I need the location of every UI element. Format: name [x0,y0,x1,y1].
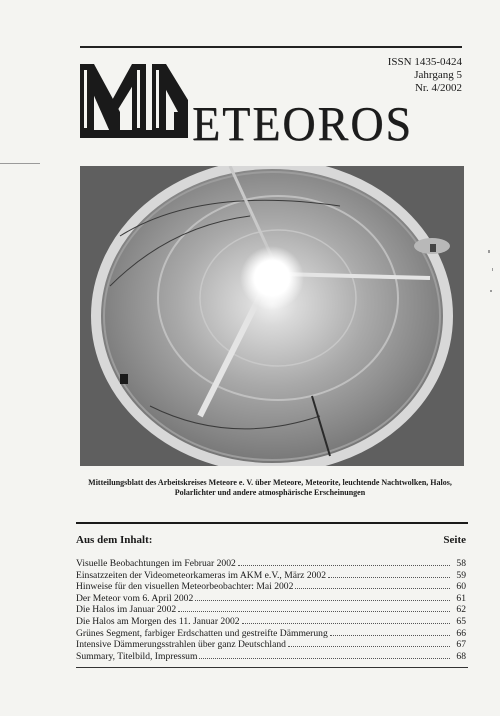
toc-leader [295,581,450,589]
toc-entry-title: Die Halos im Januar 2002 [76,604,177,616]
toc-leader [178,604,450,612]
toc-entry-title: Intensive Dämmerungsstrahlen über ganz Deutschland [76,639,286,651]
toc-entry[interactable] [76,570,466,582]
toc-entry-title: Einsatzzeiten der Videometeorkameras im AKM e.V., März 2002 [76,569,327,581]
table-of-contents [76,558,466,662]
cover-photo [80,166,464,466]
toc-leader [328,570,450,578]
issue-number: Nr. 4/2002 [414,82,462,94]
toc-entry-title: Die Halos am Morgen des 11. Januar 2002 [76,615,240,627]
toc-entry-page: 59 [456,569,466,581]
caption-line-2: Polarlichter und andere atmosphärische Erscheinungen [174,488,366,497]
toc-entry[interactable] [76,651,466,663]
issn-number: ISSN 1435-0424 [387,56,462,68]
scan-speck [0,163,40,164]
toc-entry[interactable] [76,593,466,605]
toc-leader [238,558,450,566]
contents-bottom-rule [76,667,468,668]
scan-speck [492,268,493,271]
page-column-heading: Seite [443,534,466,546]
toc-entry-page: 58 [456,558,466,569]
contents-top-rule [76,522,468,524]
scan-speck [488,250,490,253]
toc-entry-title: Visuelle Beobachtungen im Februar 2002 [76,558,236,569]
toc-entry-page: 60 [456,581,466,593]
toc-entry-title: Summary, Titelbild, Impressum [76,650,198,662]
caption-line-1: Mitteilungsblatt des Arbeitskreises Meteore e. V. über Meteore, Meteorite, leuchtende Nachtwolken, Halos, [88,478,452,487]
toc-entry-page: 67 [456,639,466,651]
toc-entry[interactable] [76,628,466,640]
top-rule [80,46,462,48]
toc-entry-page: 62 [456,604,466,616]
issue-info [388,56,462,95]
mm-monogram-logo-icon [80,60,188,138]
volume-number: Jahrgang 5 [414,69,462,81]
toc-entry-title: Der Meteor vom 6. April 2002 [76,592,194,604]
toc-entry-page: 61 [456,592,466,604]
toc-leader [195,593,450,601]
cover-caption [70,478,470,498]
masthead-title: ETEOROS [192,97,413,151]
scan-speck [490,290,492,292]
toc-entry-page: 65 [456,615,466,627]
toc-entry[interactable] [76,616,466,628]
toc-leader [330,628,450,636]
contents-heading: Aus dem Inhalt: [76,534,153,546]
toc-entry[interactable] [76,604,466,616]
toc-entry-page: 68 [456,650,466,662]
toc-leader [199,651,450,659]
toc-leader [288,639,450,647]
contents-header [76,534,466,548]
toc-entry-page: 66 [456,627,466,639]
toc-entry-title: Grünes Segment, farbiger Erdschatten und gestreifte Dämmerung [76,627,328,639]
toc-entry[interactable] [76,639,466,651]
toc-entry[interactable] [76,581,466,593]
toc-entry-title: Hinweise für den visuellen Meteorbeobachter: Mai 2002 [76,581,294,593]
toc-entry[interactable] [76,558,466,570]
toc-leader [242,616,450,624]
